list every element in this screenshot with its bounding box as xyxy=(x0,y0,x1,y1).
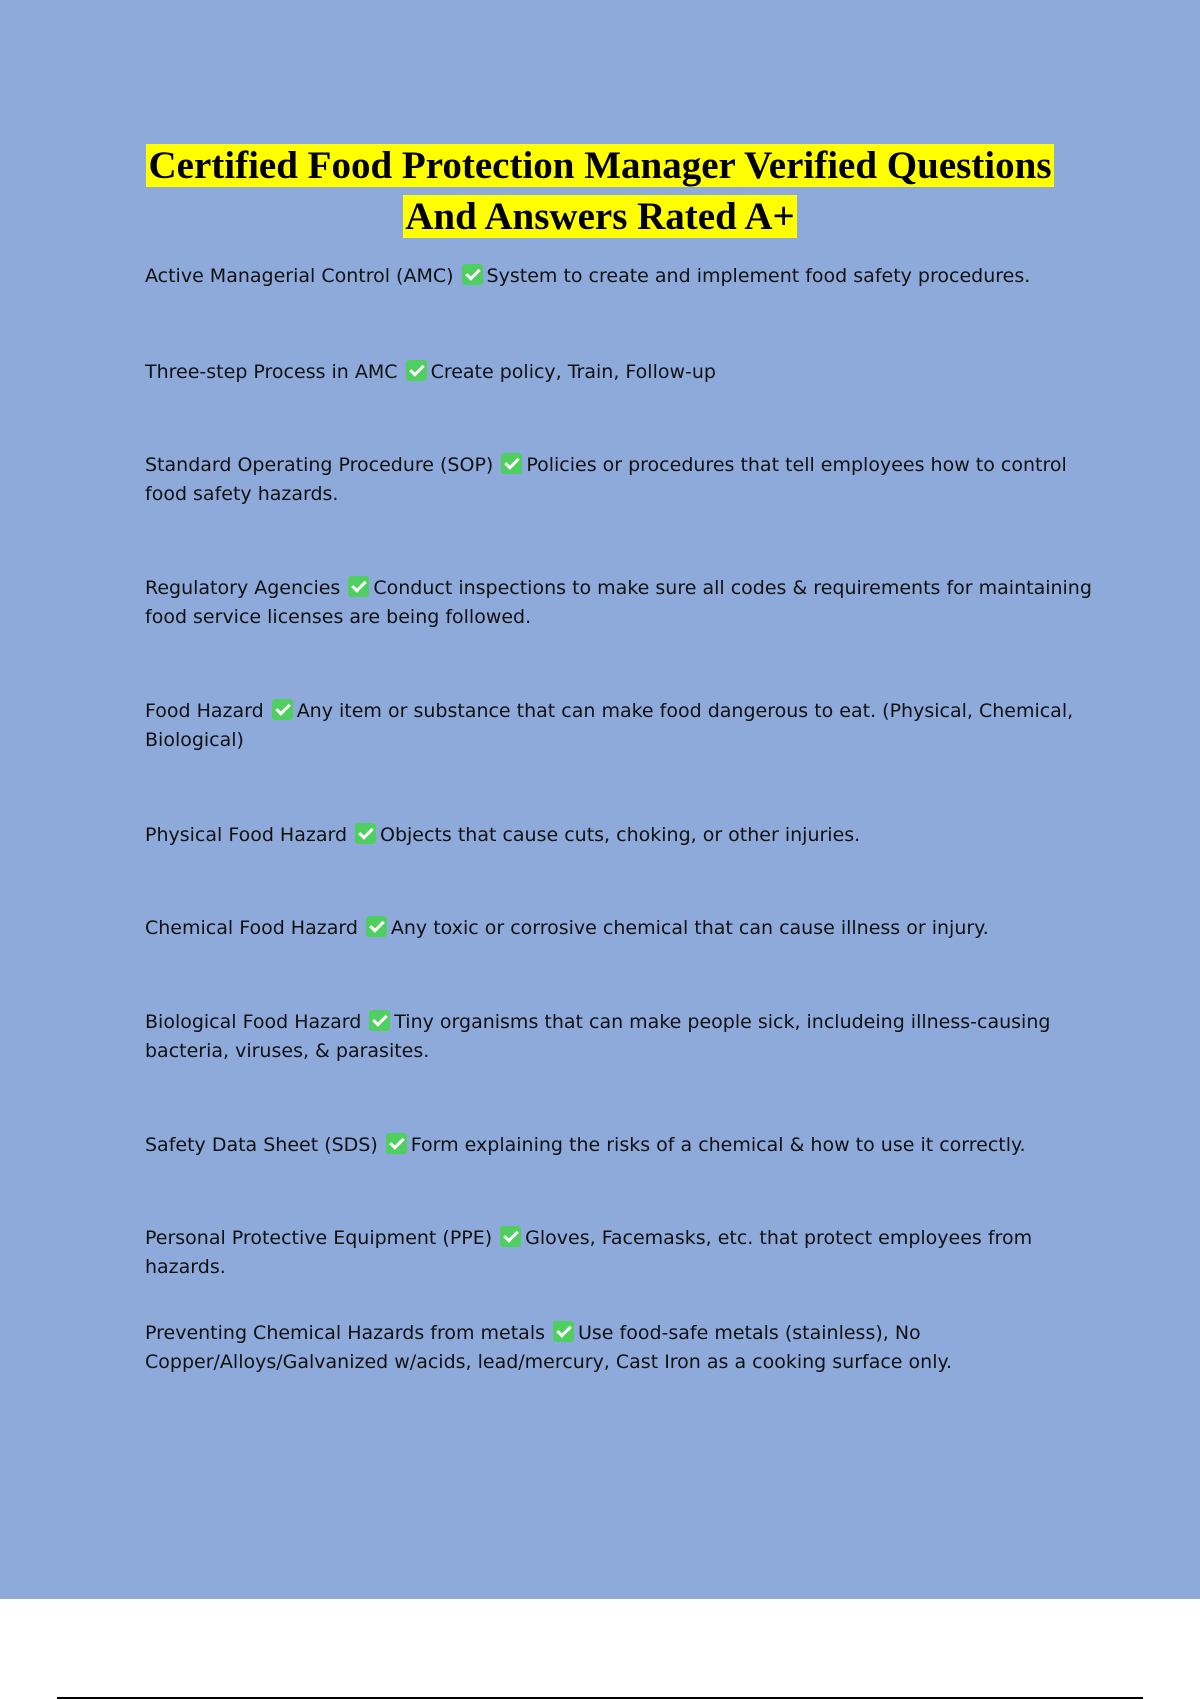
qa-item xyxy=(145,1319,1095,1377)
check-icon xyxy=(386,1133,407,1154)
qa-item xyxy=(145,358,1095,387)
qa-definition: Any item or substance that can make food dangerous to eat. (Physical, Chemical, Biological) xyxy=(145,700,1074,751)
check-icon xyxy=(272,699,293,720)
qa-item xyxy=(145,697,1095,755)
qa-definition: Tiny organisms that can make people sick, includeing illness-causing bacteria, viruses, & parasites. xyxy=(145,1011,1051,1062)
qa-definition: Create policy, Train, Follow-up xyxy=(430,361,716,383)
qa-item xyxy=(145,262,1095,291)
qa-term: Standard Operating Procedure (SOP) xyxy=(145,454,494,476)
check-icon xyxy=(366,916,387,937)
qa-term: Safety Data Sheet (SDS) xyxy=(145,1134,378,1156)
check-icon xyxy=(553,1321,574,1342)
check-icon xyxy=(462,264,483,285)
qa-definition: System to create and implement food safety procedures. xyxy=(486,265,1031,287)
check-icon xyxy=(355,823,376,844)
qa-term: Active Managerial Control (AMC) xyxy=(145,265,454,287)
qa-term: Personal Protective Equipment (PPE) xyxy=(145,1227,493,1249)
document-title xyxy=(100,140,1100,242)
qa-definition: Conduct inspections to make sure all codes & requirements for maintaining food service licenses are being followed. xyxy=(145,577,1092,628)
check-icon xyxy=(500,1226,521,1247)
qa-item xyxy=(145,1224,1095,1282)
qa-item xyxy=(145,1131,1095,1160)
qa-term: Food Hazard xyxy=(145,700,264,722)
qa-definition: Policies or procedures that tell employees how to control food safety hazards. xyxy=(145,454,1067,505)
qa-definition: Any toxic or corrosive chemical that can cause illness or injury. xyxy=(390,917,989,939)
qa-term: Physical Food Hazard xyxy=(145,824,348,846)
title-line-2: And Answers Rated A+ xyxy=(405,195,795,238)
check-icon xyxy=(369,1010,390,1031)
qa-definition: Objects that cause cuts, choking, or other injuries. xyxy=(380,824,861,846)
footer-divider xyxy=(57,1697,1143,1699)
qa-item xyxy=(145,451,1095,509)
qa-definition: Form explaining the risks of a chemical & how to use it correctly. xyxy=(410,1134,1026,1156)
title-line-1: Certified Food Protection Manager Verified Questions xyxy=(148,144,1052,187)
check-icon xyxy=(501,453,522,474)
qa-item xyxy=(145,1008,1095,1066)
check-icon xyxy=(406,360,427,381)
qa-term: Regulatory Agencies xyxy=(145,577,341,599)
qa-item xyxy=(145,574,1095,632)
qa-definition: Use food-safe metals (stainless), No Copper/Alloys/Galvanized w/acids, lead/mercury, Cast Iron as a cooking surface only. xyxy=(145,1322,953,1373)
qa-term: Preventing Chemical Hazards from metals xyxy=(145,1322,545,1344)
qa-item xyxy=(145,821,1095,850)
qa-item xyxy=(145,914,1095,943)
qa-term: Biological Food Hazard xyxy=(145,1011,362,1033)
qa-term: Chemical Food Hazard xyxy=(145,917,358,939)
qa-term: Three-step Process in AMC xyxy=(145,361,398,383)
qa-definition: Gloves, Facemasks, etc. that protect employees from hazards. xyxy=(145,1227,1033,1278)
check-icon xyxy=(348,576,369,597)
